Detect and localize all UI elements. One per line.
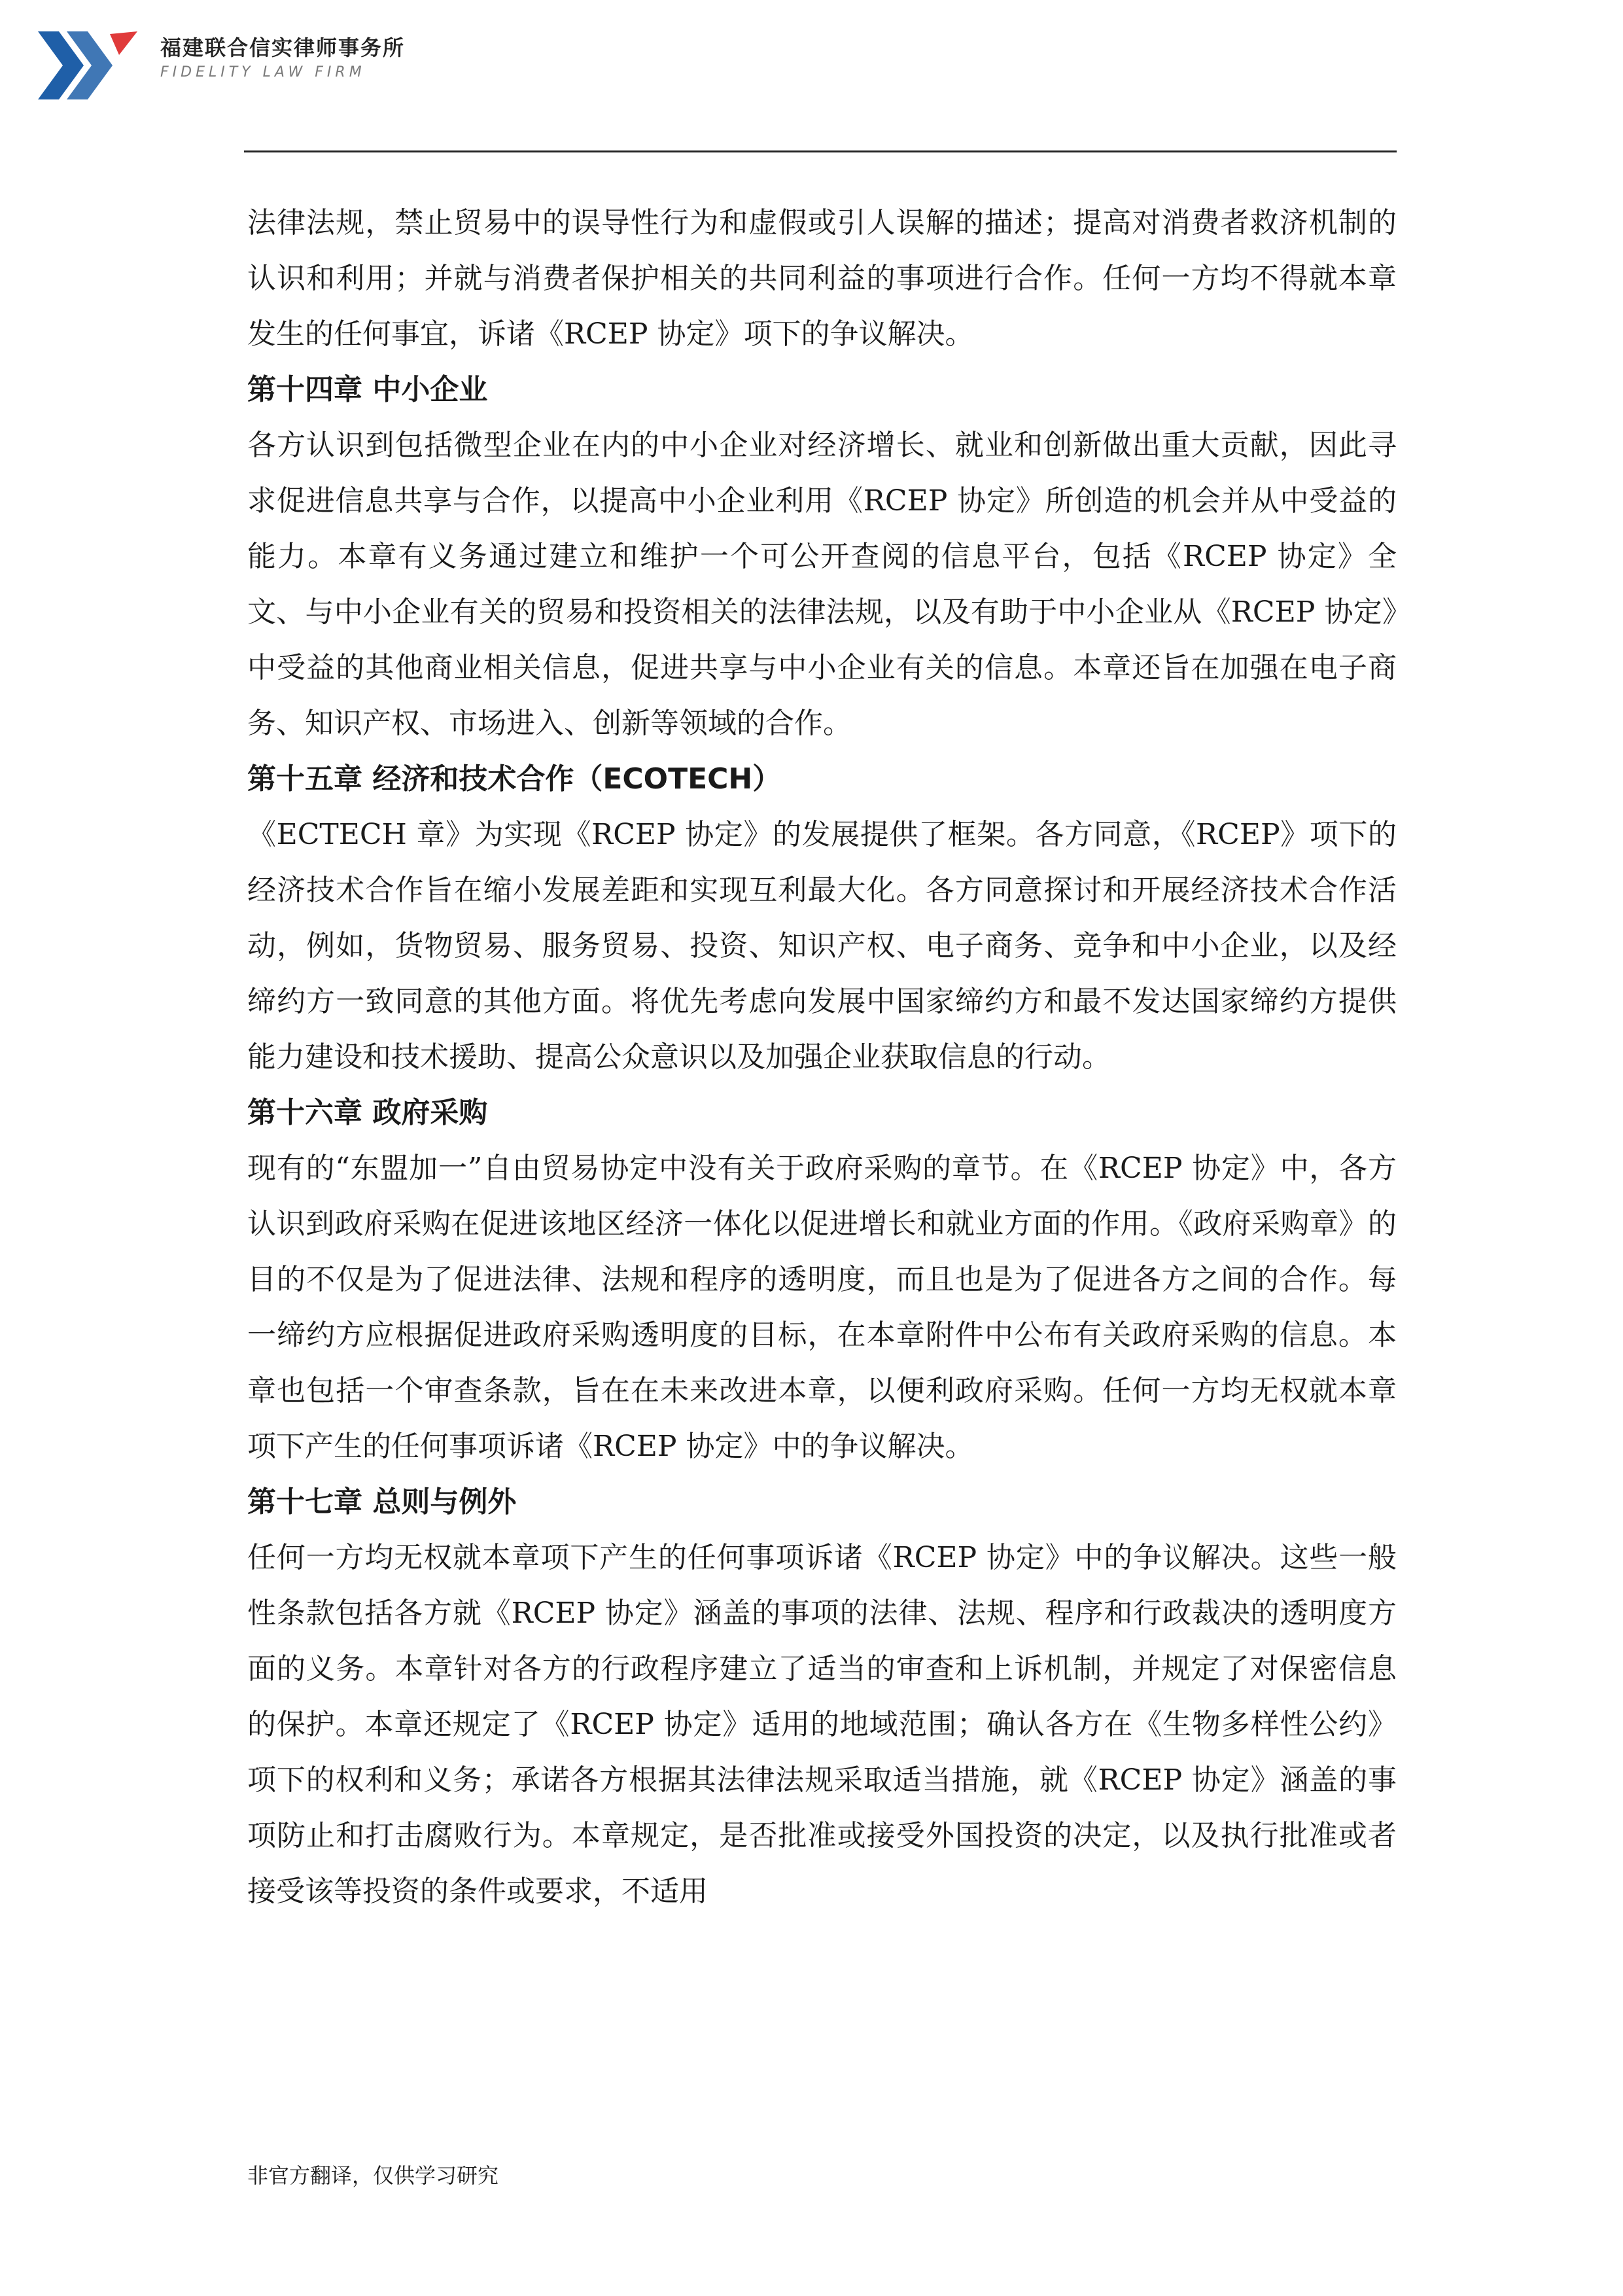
body-paragraph: 任何一方均无权就本章项下产生的任何事项诉诸《RCEP 协定》中的争议解决。这些一般性条款包括各方就《RCEP 协定》涵盖的事项的法律、法规、程序和行政裁决的透明度方面的义务。本章针对各方的行政程序建立了适当的审查和上诉机制，并规定了对保密信息的保护。本章还规定了《RCEP 协定》适用的地域范围；确认各方在《生物多样性公约》项下的权利和义务；承诺各方根据其法律法规采取适当措施，就《RCEP 协定》涵盖的事项防止和打击腐败行为。本章规定，是否批准或接受外国投资的决定，以及执行批准或者接受该等投资的条件或要求，不适用	[247, 1541, 1397, 1908]
body-paragraph: 各方认识到包括微型企业在内的中小企业对经济增长、就业和创新做出重大贡献，因此寻求促进信息共享与合作，以提高中小企业利用《RCEP 协定》所创造的机会并从中受益的能力。本章有义务通过建立和维护一个可公开查阅的信息平台，包括《RCEP 协定》全文、与中小企业有关的贸易和投资相关的法律法规，以及有助于中小企业从《RCEP 协定》中受益的其他商业相关信息，促进共享与中小企业有关的信息。本章还旨在加强在电子商务、知识产权、市场进入、创新等领域的合作。	[247, 429, 1397, 740]
footer-disclaimer: 非官方翻译，仅供学习研究	[247, 2163, 499, 2188]
body-paragraph: 《ECTECH 章》为实现《RCEP 协定》的发展提供了框架。各方同意，《RCEP》项下的经济技术合作旨在缩小发展差距和实现互利最大化。各方同意探讨和开展经济技术合作活动，例如，货物贸易、服务贸易、投资、知识产权、电子商务、竞争和中小企业，以及经缔约方一致同意的其他方面。将优先考虑向发展中国家缔约方和最不发达国家缔约方提供能力建设和技术援助、提高公众意识以及加强企业获取信息的行动。	[247, 818, 1397, 1074]
chapter-heading: 第十五章 经济和技术合作（ECOTECH）	[247, 762, 782, 796]
firm-name-cn: 福建联合信实律师事务所	[160, 35, 406, 60]
chapter-heading: 第十四章 中小企业	[247, 373, 488, 406]
body-paragraph: 法律法规，禁止贸易中的误导性行为和虚假或引人误解的描述；提高对消费者救济机制的认识和利用；并就与消费者保护相关的共同利益的事项进行合作。任何一方均不得就本章发生的任何事宜，诉诸《RCEP 协定》项下的争议解决。	[247, 206, 1397, 351]
page-header	[33, 26, 1406, 105]
firm-name-en: FIDELITY LAW FIRM	[160, 64, 366, 80]
chapter-heading: 第十七章 总则与例外	[247, 1485, 517, 1519]
chapter-heading: 第十六章 政府采购	[247, 1096, 488, 1129]
header-divider	[244, 150, 1397, 152]
document-body	[247, 195, 1397, 2093]
body-paragraph: 现有的“东盟加一”自由贸易协定中没有关于政府采购的章节。在《RCEP 协定》中，各方认识到政府采购在促进该地区经济一体化以促进增长和就业方面的作用。《政府采购章》的目的不仅是为了促进法律、法规和程序的透明度，而且也是为了促进各方之间的合作。每一缔约方应根据促进政府采购透明度的目标，在本章附件中公布有关政府采购的信息。本章也包括一个审查条款，旨在在未来改进本章，以便利政府采购。任何一方均无权就本章项下产生的任何事项诉诸《RCEP 协定》中的争议解决。	[247, 1152, 1397, 1463]
fidelity-law-chevron-logo-icon	[33, 26, 144, 105]
